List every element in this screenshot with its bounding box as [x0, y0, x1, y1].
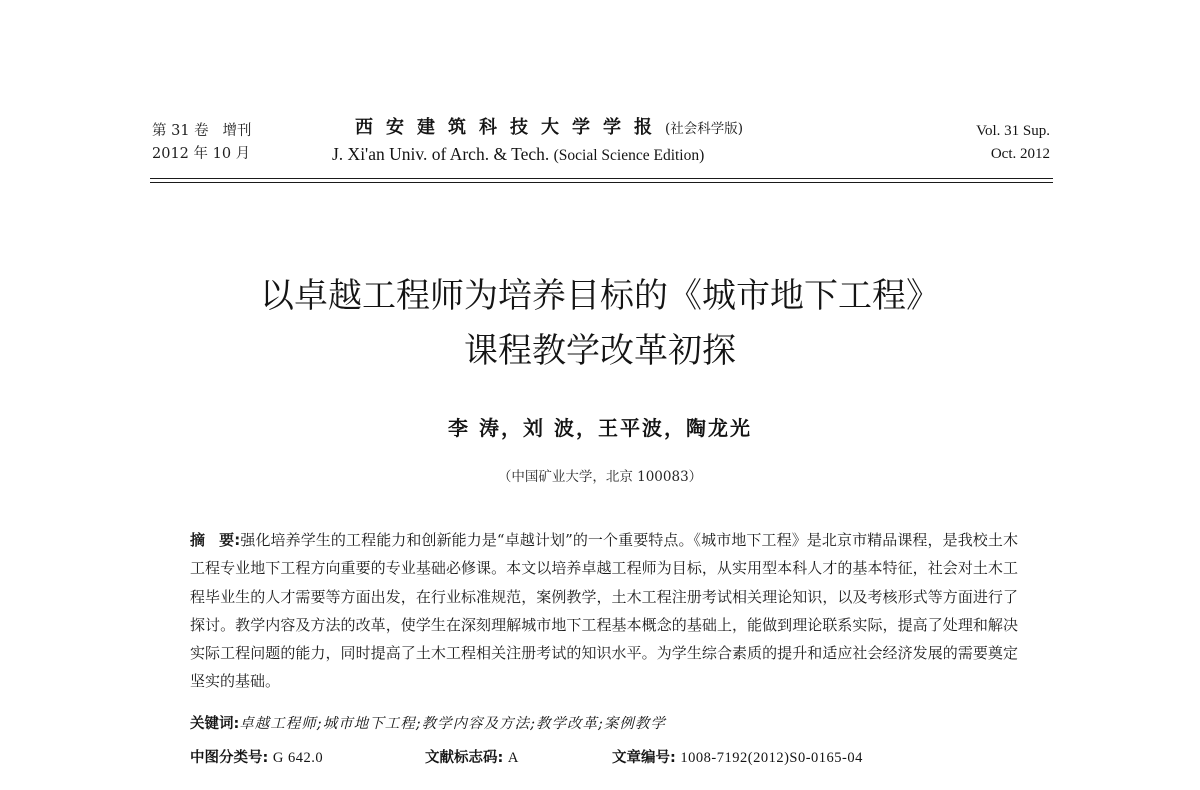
classification-number — [190, 746, 323, 767]
article-number-value: 1008-7192(2012)S0-0165-04 — [680, 750, 863, 766]
header-rule-thin — [150, 182, 1053, 183]
authors: 李 涛，刘 波，王平波，陶龙光 — [448, 416, 752, 440]
classification-label: 中图分类号: — [190, 750, 269, 766]
keywords — [190, 712, 666, 733]
date-cn: 2012 年 10 月 — [152, 146, 251, 162]
volume-cn: 第 31 卷 增刊 — [152, 123, 252, 139]
affiliation: （中国矿业大学，北京 100083） — [497, 469, 703, 485]
classification-value: G 642.0 — [272, 750, 324, 766]
volume-en: Vol. 31 Sup. — [976, 123, 1050, 139]
document-code-value: A — [507, 750, 519, 766]
abstract-label-part2: 要: — [219, 531, 241, 549]
article-number-label: 文章编号: — [612, 750, 676, 766]
paper-title-line-2: 课程教学改革初探 — [464, 331, 736, 371]
journal-edition-cn: (社会科学版) — [665, 121, 744, 137]
keywords-label: 关键词: — [190, 716, 240, 732]
journal-title-en — [332, 144, 704, 165]
document-code-label: 文献标志码: — [425, 750, 504, 766]
paper-title-line-1: 以卓越工程师为培养目标的《城市地下工程》 — [260, 276, 940, 316]
document-code — [425, 746, 519, 767]
article-number — [612, 746, 863, 767]
keywords-text: 卓越工程师;城市地下工程;教学内容及方法;教学改革;案例教学 — [239, 716, 666, 732]
abstract — [190, 526, 1018, 696]
date-en: Oct. 2012 — [990, 146, 1050, 162]
journal-title-cn — [355, 113, 743, 139]
abstract-text: 强化培养学生的工程能力和创新能力是“卓越计划”的一个重要特点。《城市地下工程》是北京市精品课程，是我校土木工程专业地下工程方向重要的专业基础必修课。本文以培养卓越工程师为目标，从实用型本科人才的基本特征，社会对土木工程毕业生的人才需要等方面出发，在行业标准规范，案例教学，土木工程注册考试相关理论知识，以及考核形式等方面进行了探讨。教学内容及方法的改革，使学生在深刻理解城市地下工程基本概念的基础上，能做到理论联系实际，提高了处理和解决实际工程问题的能力，同时提高了土木工程相关注册考试的知识水平。为学生综合素质的提升和适应社会经济发展的需要奠定坚实的基础。 — [190, 531, 1018, 691]
abstract-label-part1: 摘 — [190, 531, 206, 549]
volume-issue-en — [945, 120, 1050, 166]
journal-name-en: J. Xi'an Univ. of Arch. & Tech. — [332, 144, 550, 164]
volume-issue-cn — [152, 120, 252, 166]
abstract-label — [190, 531, 240, 549]
journal-edition-en: (Social Science Edition) — [553, 147, 705, 164]
journal-name-cn: 西安建筑科技大学学报 — [355, 117, 665, 138]
header-rule-thick — [150, 178, 1053, 179]
